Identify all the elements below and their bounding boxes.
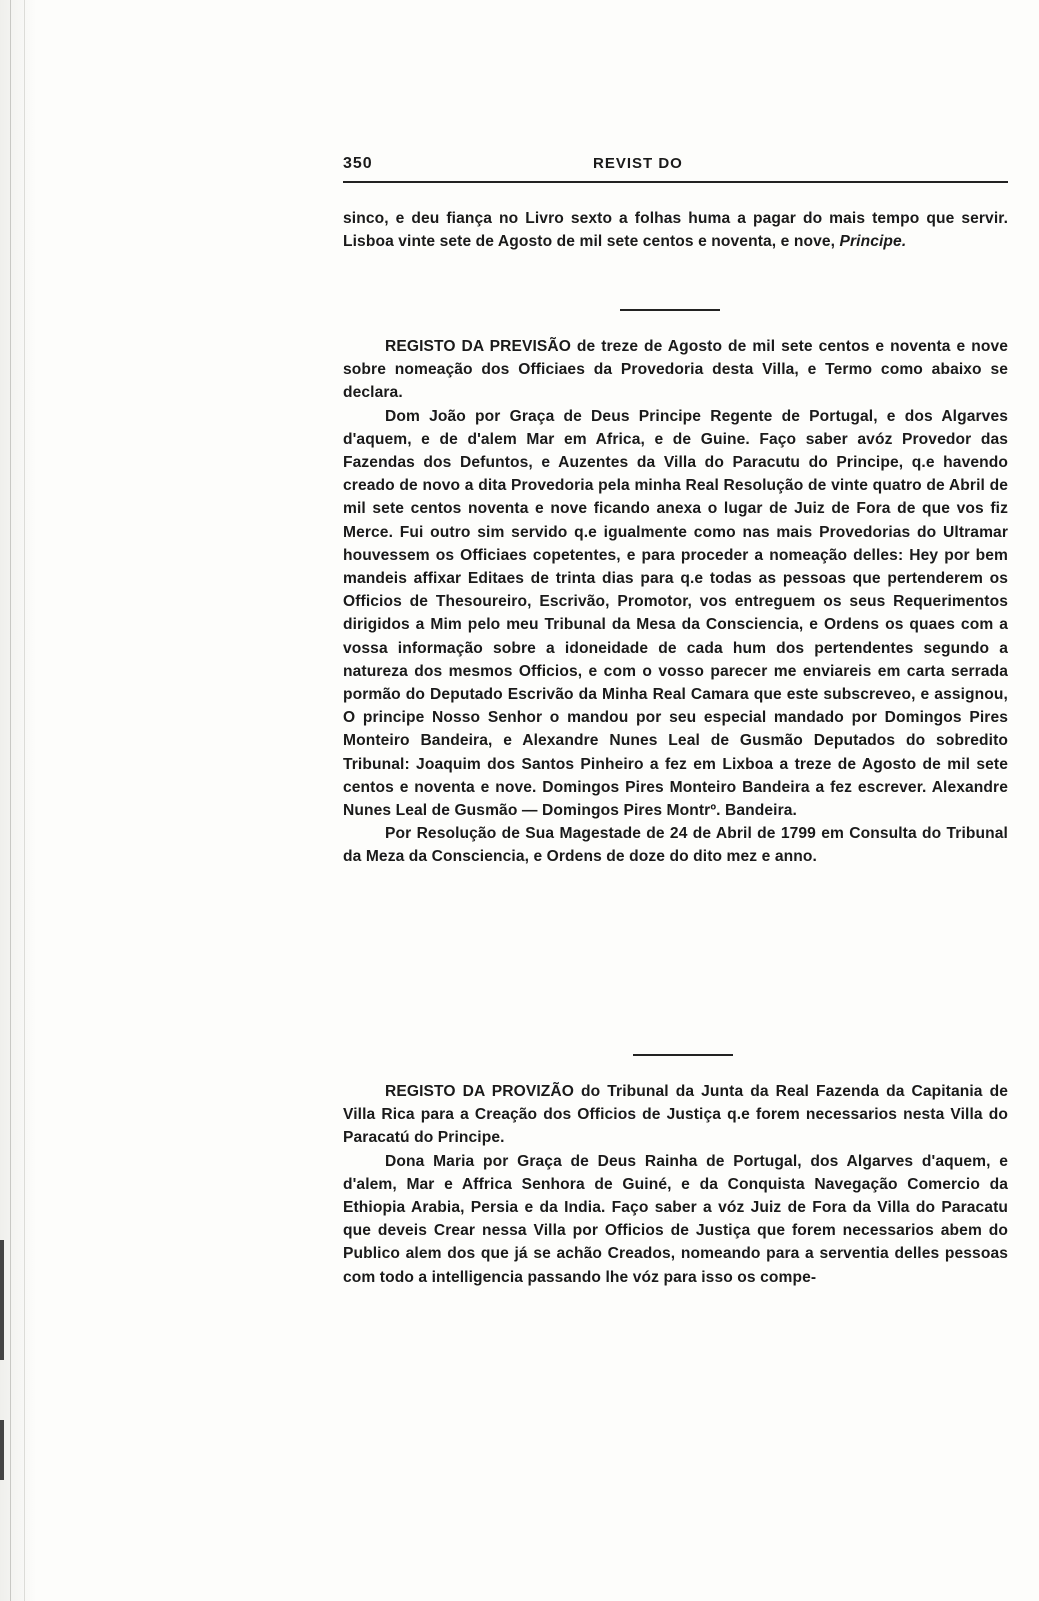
resolution-note: Por Resolução de Sua Magestade de 24 de Abril de 1799 em Consulta do Tribunal da Meza da Consciencia, e Ordens de doze do dito mez e anno.: [343, 825, 1008, 866]
document-page: [343, 145, 1008, 1286]
signature-principe: Principe.: [839, 233, 907, 251]
registo-provizao-section: [343, 1080, 1008, 1289]
scan-margin: [0, 0, 36, 1601]
continuation-paragraph: [343, 207, 1008, 253]
page-number: 350: [343, 155, 373, 172]
scan-edge-line: [10, 0, 11, 1601]
continuation-text: sinco, e deu fiança no Livro sexto a folhas huma a pagar do mais tempo que servir. Lisboa vinte sete de Agosto de mil sete centos e noventa, e nove,: [343, 210, 1008, 251]
header-rule: [343, 181, 1008, 183]
provision-body: Dona Maria por Graça de Deus Rainha de Portugal, dos Algarves d'aquem, e d'alem, Mar e Affrica Senhora de Guiné, e da Conquista Navegação Comercio da Ethiopia Arabia, Persia e da India. Faço saber a vóz Juiz de Fora da Villa do Paracatu que deveis Crear nessa Villa por Officios de Justiça que forem necessarios abem do Publico alem dos que já se achão Creados, nomeando para a serventia delles pessoas com todo a intelligencia passando lhe vóz para isso os compe-: [343, 1152, 1008, 1286]
decree-body: Dom João por Graça de Deus Principe Regente de Portugal, e dos Algarves d'aquem, e de d'alem Mar em Africa, e de Guine. Faço saber avóz Provedor das Fazendas dos Defuntos, e Auzentes da Villa do Paracutu do Principe, q.e havendo creado de novo a dita Provedoria pela minha Real Resolução de vinte quatro de Abril de mil sete centos noventa e nove ficando anexa o lugar de Juiz de Fora de que vos fiz Merce. Fui outro sim servido q.e igualmente como nas mais Provedorias do Ultramar houvessem os Officiaes copetentes, e para proceder a nomeação delles: Hey por bem mandeis affixar Editaes de trinta dias para q.e todas as pessoas que pertenderem os Officios de Thesoureiro, Escrivão, Promotor, vos entreguem os seus Requerimentos dirigidos a Mim pelo meu Tribunal da Mesa da Consciencia, e Ordens os quaes com a vossa informação sobre a idoneidade de cada hum dos pertendentes segundo a natureza dos mesmos Officios, e com o vosso parecer me enviareis em carta serrada pormão do Deputado Escrivão da Minha Real Camara que este subscreveo, e assignou, O principe Nosso Senhor o mandou por seu especial mandado por Domingos Pires Monteiro Bandeira, e Alexandre Nunes Leal de Gusmão Deputados do sobredito Tribunal: Joaquim dos Santos Pinheiro a fez em Lixboa a treze de Agosto de mil sete centos e noventa e nove. Domingos Pires Monteiro Bandeira a fez escrever. Alexandre Nunes Leal de Gusmão — Domingos Pires Montrº. Bandeira.: [343, 407, 1008, 820]
scan-edge-mark: [0, 1420, 4, 1480]
scan-edge-mark: [0, 1240, 4, 1360]
section-heading: REGISTO DA PROVIZÃO do Tribunal da Junta da Real Fazenda da Capitania de Villa Rica para a Creação dos Officios de Justiça q.e forem necessarios nesta Villa do Paracatú do Principe.: [343, 1083, 1008, 1147]
running-head: REVIST DO: [593, 155, 683, 172]
registo-previsao-section: [343, 335, 1008, 869]
section-divider: [620, 309, 720, 311]
section-divider: [633, 1054, 733, 1056]
page-header: [343, 145, 1008, 181]
scan-edge-line: [24, 0, 25, 1601]
section-heading: REGISTO DA PREVISÃO de treze de Agosto de mil sete centos e noventa e nove sobre nomeação dos Officiaes da Provedoria desta Villa, e Termo como abaixo se declara.: [343, 338, 1008, 402]
